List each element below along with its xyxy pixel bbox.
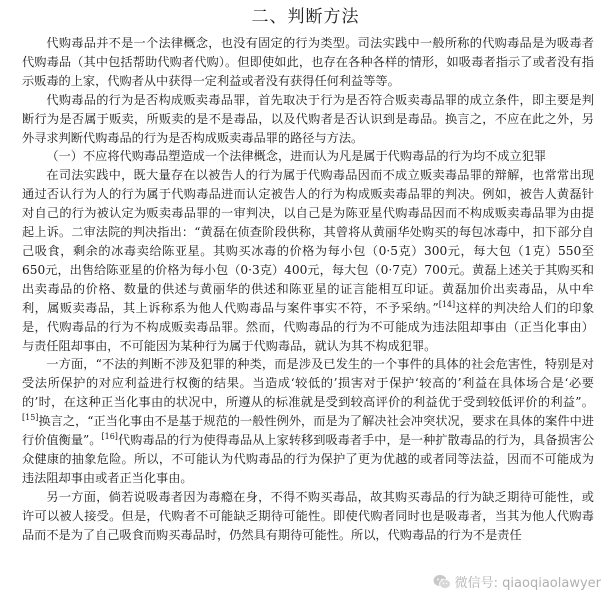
paragraph-3-text: 在司法实践中，既大量存在以被告人的行为属于代购毒品因而不成立贩卖毒品罪的辩解，也常常出现通过否认行为人的行为属于代购毒品进而认定被告人的行为构成贩卖毒品罪的判决。例如，被告人黄磊针对自己的行为被认定为贩卖毒品罪的一审判决，以自己是为陈亚星代购毒品因而不构成贩卖毒品罪为由提起上诉。二审法院的判决指出：“黄磊在侦查阶段供称，其曾将从黄丽华处购买的每包冰毒中，扣下部分自己吸食，剩余的冰毒卖给陈亚星。其购买冰毒的价格为每小包（0·5克）300元，每大包（1克）550至650元，出售给陈亚星的价格为每小包（0·3克）400元，每大包（0·7克）700元。黄磊上述关于其购买和出卖毒品的价格、数量的供述与黄丽华的供述和陈亚星的证言能相互印证。黄磊加价出卖毒品，从中牟利，属贩卖毒品，其上诉称系为他人代购毒品与案件事实不符，不予采纳。”	[22, 168, 594, 315]
paragraph-2: 代购毒品的行为是否构成贩卖毒品罪，首先取决于行为是否符合贩卖毒品罪的成立条件，即主要是判断行为是否属于贩卖，所贩卖的是不是毒品，以及代购者是否认识到是毒品。换言之，不应在此之外，另外寻求判断代购毒品的行为是否构成贩卖毒品罪的路径与方法。	[22, 92, 594, 145]
wechat-watermark	[431, 572, 603, 591]
watermark-text: 微信号: qiaoqiaolawyer	[454, 576, 601, 591]
paragraph-1: 代购毒品并不是一个法律概念，也没有固定的行为类型。司法实践中一般所称的代购毒品是为吸毒者代购毒品（其中包括帮助代购者代购）。但即使如此，也存在各种各样的情形，如吸毒者指示了或者没有指示贩毒的上家，代购者从中获得一定利益或者没有获得任何利益等等。	[22, 36, 594, 88]
wechat-icon	[433, 574, 451, 590]
paragraph-3	[22, 166, 594, 355]
section-title: 二、判断方法	[251, 7, 360, 27]
subsection-heading: （一）不应将代购毒品塑造成一个法律概念，进而认为凡是属于代购毒品的行为均不成立犯罪	[46, 149, 547, 164]
paragraph-4-middle: 换言之，“正当化事由不是基于规范的一般性例外，而是为了解决社会冲突状况，要求在具体的案件中进行价值衡量”。	[22, 414, 594, 448]
footnote-ref-16: [16]	[101, 432, 118, 442]
paragraph-4	[22, 355, 594, 487]
footnote-ref-15: [15]	[22, 413, 39, 423]
paragraph-4-text: 一方面，“不法的判断不涉及犯罪的种类，而是涉及已发生的一个事件的具体的社会危害性，特别是对受法所保护的对应利益进行权衡的结果。当造成‘较低的’损害对于保护‘较高的’利益在具体场合是‘必要的’时，在这种正当化事由的状况中，所遵从的标准就是受到较高评价的利益优于受到较低评价的利益”。	[22, 357, 594, 410]
document-body	[22, 34, 594, 544]
paragraph-3-continuation: 这样的判决给人们的印象是，代购毒品的行为不构成贩卖毒品罪。然而，代购毒品的行为不可能成为违法阻却事由（正当化事由）与责任阻却事由，不可能因为某种行为属于代购毒品，就认为其不构成犯罪。	[22, 300, 595, 353]
footnote-ref-14: [14]	[438, 299, 456, 309]
paragraph-5: 另一方面，倘若说吸毒者因为毒瘾在身，不得不购买毒品，故其购买毒品的行为缺乏期待可能性，或许可以被人接受。但是，代购者不可能缺乏期待可能性。即使代购者同时也是吸毒者，当其为他人代购毒品而不是为了自己吸食而购买毒品时，仍然具有期待可能性。所以，代购毒品的行为不是责任	[22, 489, 594, 542]
paragraph-4-end: 代购毒品的行为使得毒品从上家转移到吸毒者手中，是一种扩散毒品的行为，具备损害公众健康的抽象危险。所以，不可能认为代购毒品的行为保护了更为优越的或者同等法益，因而不可能成为违法阻却事由或者正当化事由。	[22, 433, 595, 485]
